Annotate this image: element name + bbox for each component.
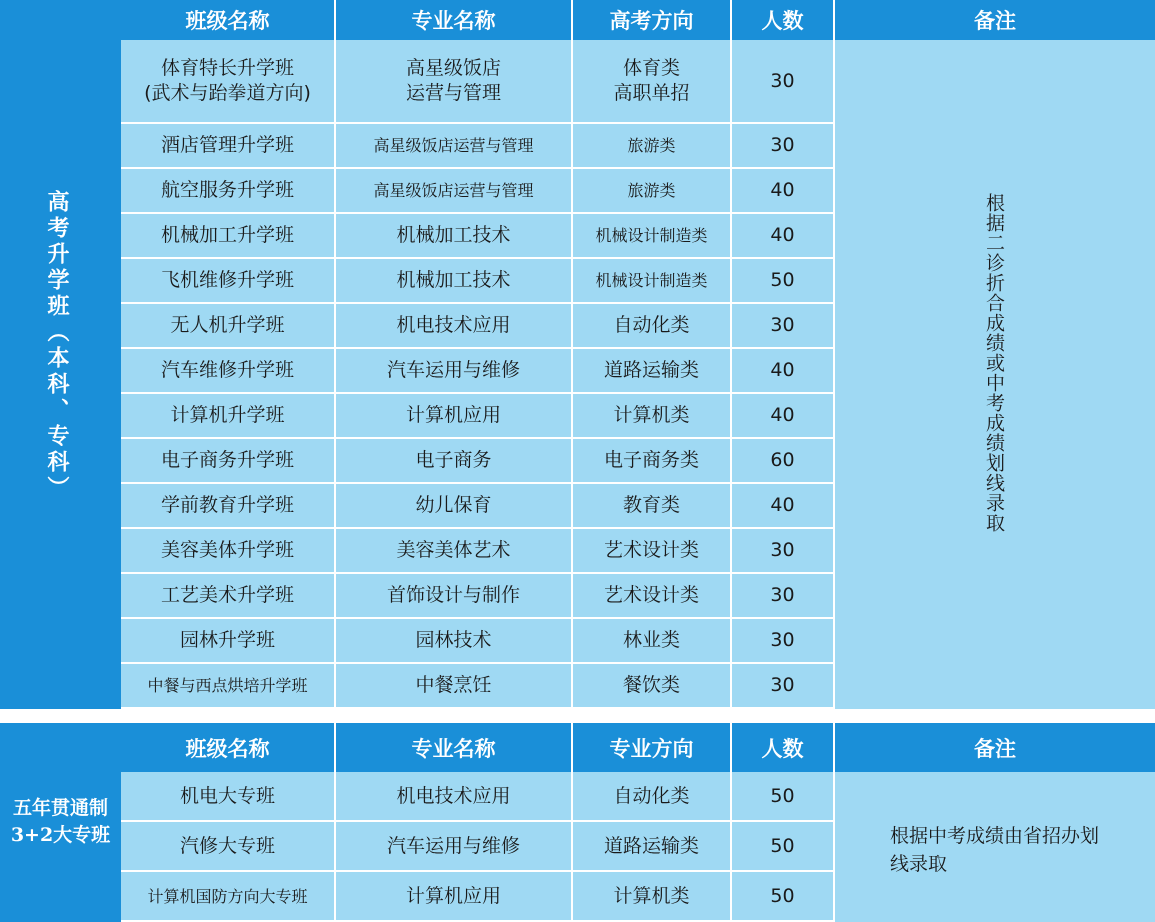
cell-direction: 机械设计制造类	[573, 259, 732, 302]
cell-major: 汽车运用与维修	[336, 822, 573, 870]
header-direction: 高考方向	[573, 0, 732, 40]
note-text: 根据二诊折合成绩或中考成绩划线录取	[983, 193, 1005, 533]
cell-direction: 体育类 高职单招	[573, 40, 732, 122]
cell-class-name: 飞机维修升学班	[121, 259, 336, 302]
cell-direction: 自动化类	[573, 772, 732, 820]
table-row	[121, 349, 835, 394]
cell-direction: 林业类	[573, 619, 732, 662]
cell-direction: 电子商务类	[573, 439, 732, 482]
cell-class-name: 计算机国防方向大专班	[121, 872, 336, 920]
table-row	[121, 439, 835, 484]
cell-direction: 机械设计制造类	[573, 214, 732, 257]
cell-count: 30	[732, 619, 835, 662]
cell-count: 30	[732, 529, 835, 572]
header-major: 专业名称	[336, 723, 573, 772]
header-count: 人数	[732, 0, 835, 40]
table-row	[121, 574, 835, 619]
cell-direction: 餐饮类	[573, 664, 732, 707]
cell-major: 高星级饭店运营与管理	[336, 124, 573, 167]
cell-direction: 道路运输类	[573, 349, 732, 392]
cell-major: 园林技术	[336, 619, 573, 662]
cell-major: 电子商务	[336, 439, 573, 482]
table-row	[121, 529, 835, 574]
section-five-year	[0, 723, 1155, 922]
cell-count: 40	[732, 169, 835, 212]
table-header	[121, 723, 1155, 772]
cell-count: 30	[732, 304, 835, 347]
table-row	[121, 394, 835, 439]
table-body	[121, 40, 1155, 709]
table-row	[121, 304, 835, 349]
cell-major: 机械加工技术	[336, 214, 573, 257]
table-row	[121, 214, 835, 259]
cell-direction: 艺术设计类	[573, 529, 732, 572]
table-row	[121, 822, 835, 872]
cell-count: 50	[732, 259, 835, 302]
note-text: 根据中考成绩由省招办划线录取	[890, 825, 1100, 875]
cell-major: 首饰设计与制作	[336, 574, 573, 617]
table-row	[121, 619, 835, 664]
cell-class-name: 电子商务升学班	[121, 439, 336, 482]
cell-direction: 旅游类	[573, 124, 732, 167]
header-note: 备注	[974, 735, 1016, 761]
cell-direction: 艺术设计类	[573, 574, 732, 617]
table-row	[121, 484, 835, 529]
cell-direction: 教育类	[573, 484, 732, 527]
cell-class-name: 酒店管理升学班	[121, 124, 336, 167]
cell-count: 60	[732, 439, 835, 482]
side-label-panel	[0, 723, 121, 922]
section-divider	[0, 709, 1155, 723]
header-class-name: 班级名称	[121, 0, 336, 40]
cell-count: 40	[732, 394, 835, 437]
cell-direction: 道路运输类	[573, 822, 732, 870]
side-label-line2: 3+2大专班	[10, 824, 111, 846]
header-note: 备注	[974, 8, 1016, 33]
cell-major: 机电技术应用	[336, 772, 573, 820]
cell-class-name: 无人机升学班	[121, 304, 336, 347]
header-direction: 专业方向	[573, 723, 732, 772]
cell-major: 汽车运用与维修	[336, 349, 573, 392]
table-header	[121, 0, 1155, 40]
side-label-panel	[0, 0, 121, 709]
table-body	[121, 772, 1155, 922]
cell-count: 50	[732, 772, 835, 820]
side-label-line1: 五年贯通制	[12, 797, 108, 819]
cell-direction: 自动化类	[573, 304, 732, 347]
cell-class-name: 美容美体升学班	[121, 529, 336, 572]
cell-count: 30	[732, 664, 835, 707]
cell-major: 中餐烹饪	[336, 664, 573, 707]
header-count: 人数	[732, 723, 835, 772]
table-row	[121, 259, 835, 304]
cell-class-name: 计算机升学班	[121, 394, 336, 437]
table-row	[121, 169, 835, 214]
cell-direction: 计算机类	[573, 394, 732, 437]
cell-class-name: 园林升学班	[121, 619, 336, 662]
cell-class-name: 中餐与西点烘培升学班	[121, 664, 336, 707]
cell-major: 幼儿保育	[336, 484, 573, 527]
cell-count: 50	[732, 822, 835, 870]
table-row	[121, 872, 835, 922]
table-row	[121, 664, 835, 709]
cell-count: 30	[732, 40, 835, 122]
cell-count: 40	[732, 484, 835, 527]
table-row	[121, 772, 835, 822]
cell-major: 机电技术应用	[336, 304, 573, 347]
cell-count: 30	[732, 124, 835, 167]
cell-class-name: 汽车维修升学班	[121, 349, 336, 392]
cell-class-name: 航空服务升学班	[121, 169, 336, 212]
cell-count: 40	[732, 349, 835, 392]
header-class-name: 班级名称	[121, 723, 336, 772]
note-cell	[835, 40, 1155, 709]
header-major: 专业名称	[336, 0, 573, 40]
cell-major: 高星级饭店 运营与管理	[336, 40, 573, 122]
side-label-gaokao: 高考升学班（本科、专科）	[44, 190, 70, 502]
cell-major: 计算机应用	[336, 872, 573, 920]
cell-major: 计算机应用	[336, 394, 573, 437]
cell-major: 机械加工技术	[336, 259, 573, 302]
table-row	[121, 40, 835, 124]
cell-major: 高星级饭店运营与管理	[336, 169, 573, 212]
cell-class-name: 学前教育升学班	[121, 484, 336, 527]
table-row	[121, 124, 835, 169]
cell-major: 美容美体艺术	[336, 529, 573, 572]
cell-class-name: 机械加工升学班	[121, 214, 336, 257]
cell-count: 30	[732, 574, 835, 617]
cell-count: 50	[732, 872, 835, 920]
cell-count: 40	[732, 214, 835, 257]
note-cell	[835, 772, 1155, 922]
cell-class-name: 汽修大专班	[121, 822, 336, 870]
cell-class-name: 机电大专班	[121, 772, 336, 820]
cell-class-name: 体育特长升学班 (武术与跆拳道方向)	[121, 40, 336, 122]
cell-class-name: 工艺美术升学班	[121, 574, 336, 617]
cell-direction: 计算机类	[573, 872, 732, 920]
cell-direction: 旅游类	[573, 169, 732, 212]
